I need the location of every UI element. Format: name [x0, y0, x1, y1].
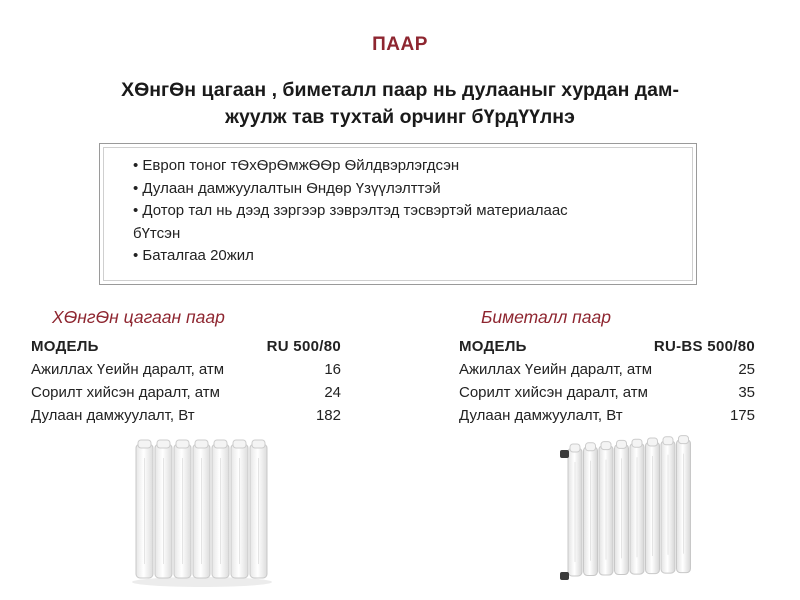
spec-header-row — [31, 335, 341, 358]
spec-value: 16 — [324, 361, 341, 378]
spec-label: Дулаан дамжуулалт, Вт — [31, 407, 195, 424]
feature-item: • Европ тоног тѲхѲрѲмжѲѲр Ѳйлдвэрлэгдсэн — [133, 157, 460, 174]
headline-line-1: ХѲнгѲн цагаан , биметалл паар нь дулааныг хурдан дам- — [121, 79, 679, 101]
radiator-section-top — [157, 440, 170, 448]
radiator-section-top — [176, 440, 189, 448]
spec-table-bimetal — [459, 335, 755, 427]
headline — [40, 77, 760, 131]
pipe-cap-icon — [560, 572, 569, 580]
feature-item: • Дулаан дамжуулалтын Ѳндѳр Үзүүлэлттэй — [133, 179, 441, 197]
spec-label: Сорилт хийсэн даралт, атм — [31, 384, 220, 401]
radiator-section-top — [663, 437, 673, 445]
spec-label: Ажиллах Үеийн даралт, атм — [31, 361, 225, 378]
page-title: ПААР — [372, 34, 428, 55]
product-title-aluminum: ХѲнгѲн цагаан паар — [52, 307, 225, 327]
spec-label: Дулаан дамжуулалт, Вт — [459, 407, 623, 424]
radiator-section-top — [195, 440, 208, 448]
feature-item: бҮтсэн — [133, 224, 181, 242]
spec-header-label: МОДЕЛЬ — [31, 338, 99, 355]
spec-row — [31, 381, 341, 404]
spec-value: 182 — [315, 407, 341, 424]
spec-header-model: RU 500/80 — [266, 338, 341, 355]
spec-value: 35 — [738, 384, 755, 401]
spec-label: Сорилт хийсэн даралт, атм — [459, 384, 648, 401]
radiator-section-top — [233, 440, 246, 448]
spec-value: 25 — [738, 361, 755, 378]
product-title-bimetal: Биметалл паар — [481, 307, 612, 327]
aluminum-radiator-icon — [120, 432, 280, 590]
spec-table-aluminum — [31, 335, 341, 427]
spec-value: 24 — [324, 384, 341, 401]
bimetal-radiator-icon — [548, 428, 698, 594]
radiator-section-top — [214, 440, 227, 448]
radiator-section-top — [586, 443, 596, 451]
radiator-section-top — [252, 440, 265, 448]
spec-row — [31, 358, 341, 381]
spec-header-model: RU-BS 500/80 — [653, 338, 755, 355]
radiator-section-top — [632, 439, 642, 447]
radiator-section-top — [648, 438, 658, 446]
spec-row — [459, 404, 755, 427]
radiator-section-top — [679, 436, 689, 444]
spec-header-label: МОДЕЛЬ — [459, 338, 527, 355]
spec-row — [31, 404, 341, 427]
feature-item: • Баталгаа 20жил — [133, 247, 254, 264]
radiator-section-top — [570, 444, 580, 452]
radiator-section-top — [601, 442, 611, 450]
spec-row — [459, 381, 755, 404]
spec-header-row — [459, 335, 755, 358]
spec-value: 175 — [729, 407, 755, 424]
spec-row — [459, 358, 755, 381]
feature-item: • Дотор тал нь дээд зэргээр зэврэлтэд тэсвэртэй материалаас — [133, 202, 568, 219]
feature-list — [133, 155, 693, 268]
headline-line-2: жуулж тав тухтай орчинг бҮрдҮҮлнэ — [225, 106, 575, 128]
pipe-cap-icon — [560, 450, 569, 458]
radiator-section-top — [138, 440, 151, 448]
spec-label: Ажиллах Үеийн даралт, атм — [459, 361, 653, 378]
radiator-section-top — [617, 440, 627, 448]
